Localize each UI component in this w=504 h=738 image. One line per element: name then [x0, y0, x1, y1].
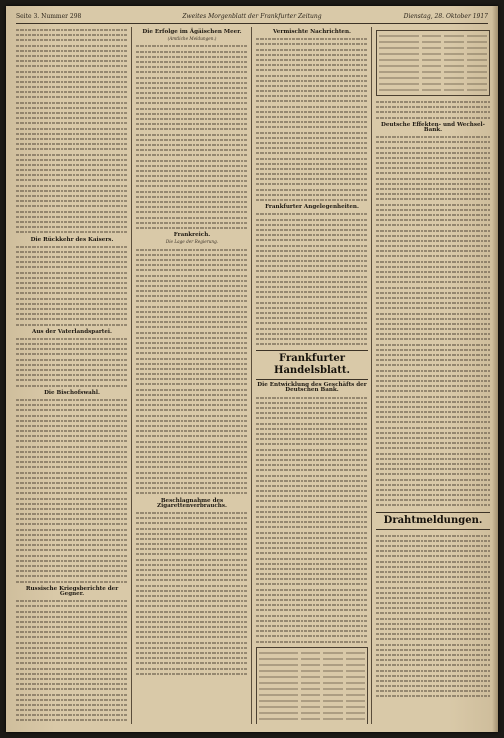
text-line	[422, 77, 442, 79]
text-line	[379, 89, 419, 91]
text-line	[259, 718, 298, 720]
page-number: Seite 3. Nummer 298	[16, 13, 82, 20]
text-line	[16, 322, 128, 327]
text-line	[136, 490, 248, 495]
headline: Die Entwicklung des Geschäfts der Deutschen Bank.	[257, 382, 367, 394]
column-rule	[251, 27, 252, 724]
text-line	[323, 706, 342, 708]
subheadline: (Amtliche Meldungen.)	[167, 36, 217, 42]
data-table	[256, 647, 368, 724]
text-line	[259, 682, 298, 684]
text-line	[379, 71, 419, 73]
text-line	[467, 83, 487, 85]
text-line	[467, 71, 487, 73]
text-line	[259, 664, 298, 666]
text-line	[301, 676, 320, 678]
section-title: Frankfurter Handelsblatt.	[256, 350, 368, 380]
text-line	[346, 700, 365, 702]
text-line	[467, 77, 487, 79]
text-line	[16, 717, 128, 722]
text-line	[376, 693, 490, 698]
text-line	[422, 53, 442, 55]
table-row	[259, 710, 365, 715]
text-line	[422, 83, 442, 85]
text-line	[379, 77, 419, 79]
text-line	[346, 658, 365, 660]
headline: Aus der Vaterlandspartei.	[32, 328, 112, 335]
text-line	[259, 652, 298, 654]
text-line	[301, 652, 320, 654]
table-row	[259, 668, 365, 673]
table-row	[259, 692, 365, 697]
table-row	[259, 698, 365, 703]
text-line	[346, 682, 365, 684]
text-line	[444, 59, 464, 61]
text-line	[259, 658, 298, 660]
headline: Die Bischofswahl.	[44, 389, 100, 396]
text-line	[467, 65, 487, 67]
table-row	[259, 656, 365, 661]
text-line	[301, 664, 320, 666]
table-row	[379, 33, 487, 38]
text-line	[16, 383, 128, 388]
text-line	[444, 35, 464, 37]
column-rule	[371, 27, 372, 724]
text-line	[379, 53, 419, 55]
text-line	[444, 77, 464, 79]
issue-date: Dienstag, 28. Oktober 1917	[403, 13, 488, 20]
table-row	[379, 87, 487, 92]
text-line	[259, 712, 298, 714]
text-line	[301, 670, 320, 672]
text-line	[323, 676, 342, 678]
text-line	[379, 83, 419, 85]
text-line	[259, 670, 298, 672]
text-line	[444, 71, 464, 73]
text-line	[323, 682, 342, 684]
headline: Frankfurter Angelegenheiten.	[265, 204, 359, 211]
headline: Die Rückkehr des Kaisers.	[30, 236, 114, 243]
text-line	[346, 670, 365, 672]
text-line	[301, 694, 320, 696]
headline: Frankreich.	[173, 232, 211, 239]
table-row	[259, 704, 365, 709]
text-line	[259, 706, 298, 708]
column-1	[16, 27, 128, 724]
text-line	[379, 65, 419, 67]
text-line	[422, 35, 442, 37]
text-line	[346, 676, 365, 678]
text-line	[422, 65, 442, 67]
table-row	[259, 674, 365, 679]
text-line	[16, 579, 128, 584]
text-line	[346, 694, 365, 696]
masthead-line: Zweites Morgenblatt der Frankfurter Zeitung	[182, 13, 322, 20]
table-row	[379, 69, 487, 74]
text-line	[379, 41, 419, 43]
table-row	[259, 662, 365, 667]
text-line	[444, 89, 464, 91]
section-title: Drahtmeldungen.	[376, 512, 490, 530]
text-line	[379, 35, 419, 37]
table-row	[259, 716, 365, 721]
text-line	[323, 664, 342, 666]
headline: Russische Kriegsberichte der Gegner.	[25, 585, 119, 597]
text-line	[301, 688, 320, 690]
text-line	[136, 671, 248, 676]
text-line	[301, 712, 320, 714]
text-line	[256, 341, 368, 346]
text-line	[256, 639, 368, 644]
data-table	[376, 30, 490, 96]
text-line	[259, 676, 298, 678]
text-line	[323, 712, 342, 714]
text-line	[444, 41, 464, 43]
table-row	[379, 45, 487, 50]
text-line	[256, 197, 368, 202]
text-line	[259, 700, 298, 702]
text-line	[346, 718, 365, 720]
text-line	[422, 41, 442, 43]
text-line	[444, 65, 464, 67]
headline: Beschlagnahme des Zigarettenverbrauchs.	[157, 497, 227, 509]
table-row	[259, 686, 365, 691]
page-edge-shadow	[492, 6, 498, 732]
text-line	[323, 700, 342, 702]
page-header	[16, 11, 488, 24]
text-line	[301, 682, 320, 684]
headline: Die Erfolge im Ägäischen Meer.	[142, 29, 242, 35]
text-line	[444, 47, 464, 49]
text-line	[422, 89, 442, 91]
text-line	[467, 47, 487, 49]
text-line	[376, 502, 490, 507]
text-line	[422, 59, 442, 61]
text-line	[323, 658, 342, 660]
text-line	[467, 35, 487, 37]
subheadline: Die Lage der Regierung.	[165, 239, 219, 245]
table-row	[259, 680, 365, 685]
column-3	[256, 27, 368, 724]
table-row	[379, 51, 487, 56]
text-line	[467, 41, 487, 43]
text-line	[16, 229, 128, 234]
text-line	[422, 47, 442, 49]
text-line	[346, 652, 365, 654]
text-line	[323, 694, 342, 696]
text-line	[444, 83, 464, 85]
text-line	[323, 652, 342, 654]
column-4	[376, 27, 490, 724]
text-line	[301, 706, 320, 708]
text-line	[467, 59, 487, 61]
text-line	[136, 225, 248, 230]
text-line	[467, 89, 487, 91]
text-line	[346, 712, 365, 714]
text-line	[301, 700, 320, 702]
text-line	[259, 688, 298, 690]
table-row	[379, 39, 487, 44]
table-row	[259, 650, 365, 655]
text-line	[323, 718, 342, 720]
text-line	[379, 59, 419, 61]
text-line	[301, 658, 320, 660]
text-line	[467, 53, 487, 55]
newspaper-page	[6, 6, 498, 732]
text-line	[323, 688, 342, 690]
text-line	[346, 688, 365, 690]
text-line	[346, 664, 365, 666]
headline: Vermischte Nachrichten.	[272, 29, 351, 35]
text-line	[376, 115, 490, 120]
table-row	[379, 63, 487, 68]
table-row	[379, 81, 487, 86]
text-line	[323, 670, 342, 672]
table-row	[259, 722, 365, 724]
text-line	[379, 47, 419, 49]
text-line	[444, 53, 464, 55]
table-row	[379, 75, 487, 80]
text-line	[259, 694, 298, 696]
text-line	[301, 718, 320, 720]
column-rule	[131, 27, 132, 724]
table-row	[379, 57, 487, 62]
text-line	[346, 706, 365, 708]
column-2	[136, 27, 248, 724]
text-line	[422, 71, 442, 73]
headline: Deutsche Effekten- und Wechsel-Bank.	[381, 121, 485, 133]
